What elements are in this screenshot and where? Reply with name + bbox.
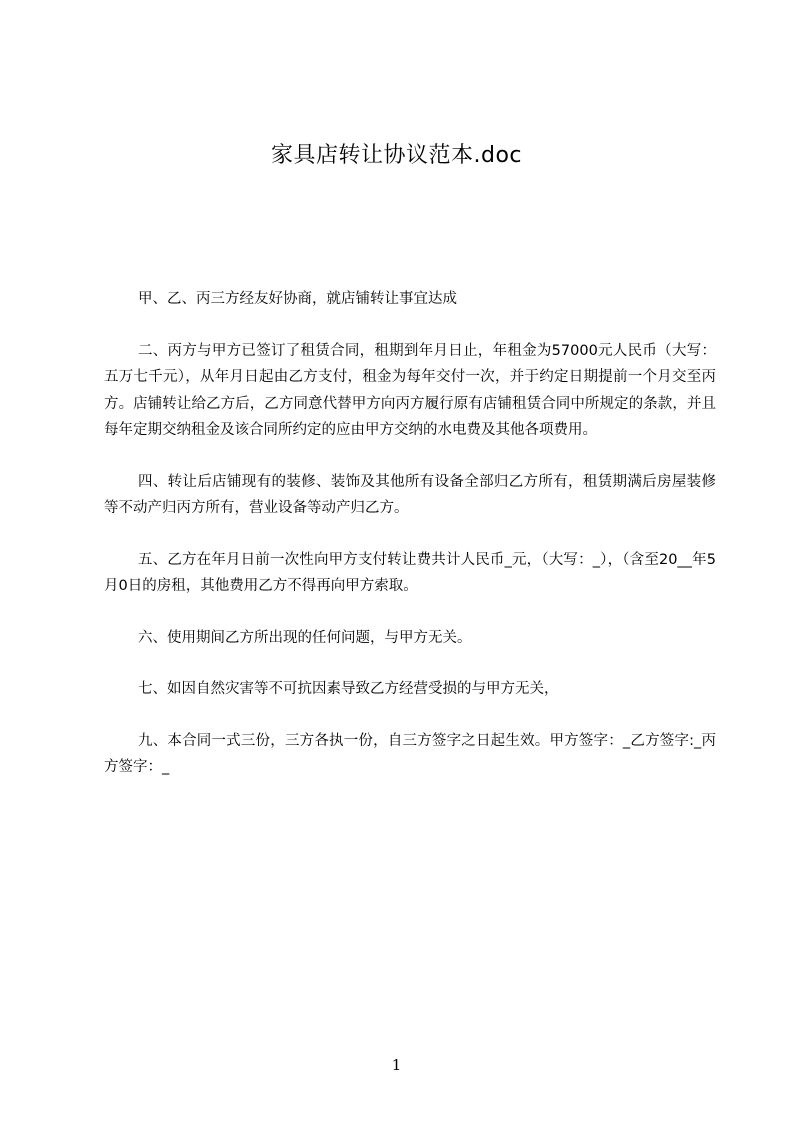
page-number: 1 <box>391 1056 402 1074</box>
paragraph-intro: 甲、乙、丙三方经友好协商，就店铺转让事宜达成 <box>138 291 457 307</box>
paragraph-clause-5: 五、乙方在年月日前一次性向甲方支付转让费共计人民币_元，（大写：_），（含至20__年5月0日的房租，其他费用乙方不得再向甲方索取。 <box>104 551 716 594</box>
document-title: 家具店转让协议范本.doc <box>270 143 522 168</box>
paragraph-clause-6: 六、使用期间乙方所出现的任何问题，与甲方无关。 <box>138 629 472 646</box>
paragraph-clause-2: 二、丙方与甲方已签订了租赁合同，租期到年月日止，年租金为57000元人民币（大写：五万七千元），从年月日起由乙方支付，租金为每年交付一次，并于约定日期提前一个月交至丙方。店铺转让给乙方后，乙方同意代替甲方向丙方履行原有店铺租赁合同中所规定的条款，并且每年定期交纳租金及该合同所约定的应由甲方交纳的水电费及其他各项费用。 <box>104 342 716 438</box>
document-body <box>104 286 716 806</box>
paragraph-clause-9: 九、本合同一式三份，三方各执一份，自三方签字之日起生效。甲方签字：_乙方签字:_丙方签字：_ <box>104 732 716 775</box>
paragraph-clause-4: 四、转让后店铺现有的装修、装饰及其他所有设备全部归乙方所有，租赁期满后房屋装修等不动产归丙方所有，营业设备等动产归乙方。 <box>104 473 716 516</box>
paragraph-clause-7: 七、如因自然灾害等不可抗因素导致乙方经营受损的与甲方无关， <box>138 681 559 697</box>
